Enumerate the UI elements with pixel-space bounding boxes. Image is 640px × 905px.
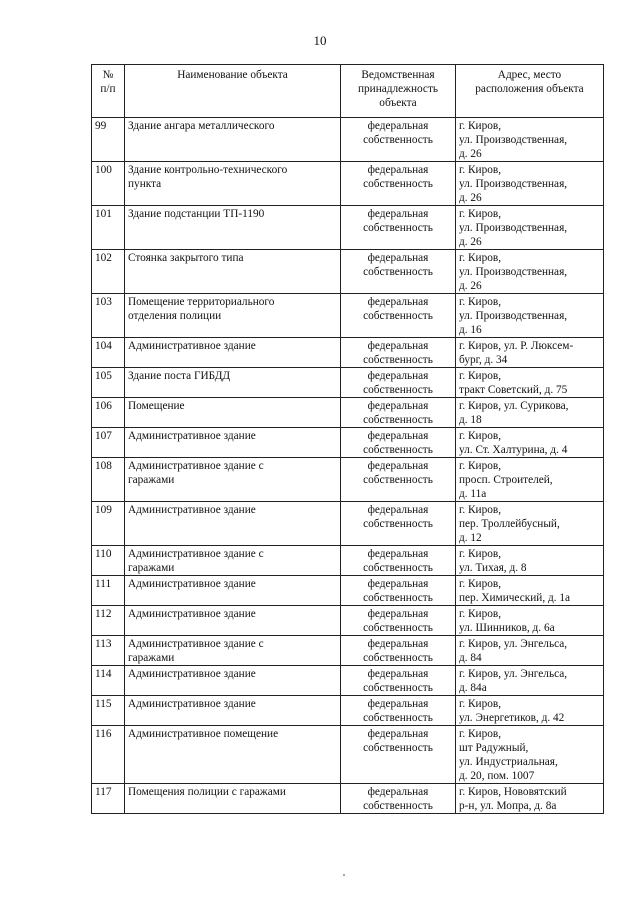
cell-num: 113: [92, 636, 125, 666]
table-row: [92, 546, 604, 576]
cell-num: 110: [92, 546, 125, 576]
cell-name: [125, 162, 341, 206]
header-address: [456, 65, 604, 118]
cell-num: 111: [92, 576, 125, 606]
cell-num: 115: [92, 696, 125, 726]
cell-owner-line: федеральная: [367, 340, 429, 352]
cell-owner-line: собственность: [363, 414, 433, 426]
cell-address: [456, 784, 604, 814]
cell-address-line: д. 84: [459, 652, 482, 664]
table-row: [92, 502, 604, 546]
cell-address: [456, 606, 604, 636]
cell-address-line: ул. Ст. Халтурина, д. 4: [459, 444, 568, 456]
cell-address: [456, 666, 604, 696]
table-row: [92, 368, 604, 398]
cell-owner-line: собственность: [363, 444, 433, 456]
cell-address: [456, 250, 604, 294]
cell-address-line: д. 26: [459, 192, 482, 204]
cell-owner-line: собственность: [363, 474, 433, 486]
cell-num: 112: [92, 606, 125, 636]
cell-address: [456, 368, 604, 398]
cell-num: 101: [92, 206, 125, 250]
table-row: [92, 206, 604, 250]
cell-owner-line: федеральная: [367, 120, 429, 132]
cell-owner-line: собственность: [363, 518, 433, 530]
cell-owner: [341, 162, 456, 206]
cell-name-line: Административное здание: [128, 698, 256, 710]
header-owner-line: объекта: [379, 97, 417, 109]
cell-owner: [341, 576, 456, 606]
cell-owner: [341, 546, 456, 576]
cell-address-line: ул. Энергетиков, д. 42: [459, 712, 565, 724]
scan-speck: [343, 874, 345, 876]
cell-num: 100: [92, 162, 125, 206]
cell-address-line: ул. Производственная,: [459, 134, 568, 146]
cell-name-line: Административное здание: [128, 668, 256, 680]
cell-num: 108: [92, 458, 125, 502]
cell-name-line: гаражами: [128, 474, 175, 486]
table-row: [92, 606, 604, 636]
cell-name-line: Здание контрольно-технического: [128, 164, 288, 176]
cell-owner: [341, 294, 456, 338]
cell-num: 104: [92, 338, 125, 368]
cell-name-line: Административное здание: [128, 608, 256, 620]
table-row: [92, 784, 604, 814]
cell-address-line: г. Киров,: [459, 504, 502, 516]
cell-name-line: гаражами: [128, 652, 175, 664]
cell-name: [125, 428, 341, 458]
cell-address: [456, 502, 604, 546]
cell-name-line: Помещение: [128, 400, 185, 412]
cell-address-line: д. 20, пом. 1007: [459, 770, 535, 782]
table-row: [92, 118, 604, 162]
cell-name-line: Помещения полиции с гаражами: [128, 786, 286, 798]
cell-address-line: г. Киров,: [459, 698, 502, 710]
cell-address-line: г. Киров, ул. Энгельса,: [459, 668, 568, 680]
cell-owner: [341, 250, 456, 294]
cell-owner: [341, 428, 456, 458]
cell-owner-line: федеральная: [367, 164, 429, 176]
cell-owner-line: федеральная: [367, 668, 429, 680]
cell-name: [125, 294, 341, 338]
cell-address-line: г. Киров,: [459, 548, 502, 560]
cell-address-line: пер. Химический, д. 1а: [459, 592, 571, 604]
cell-address-line: г. Киров, ул. Сурикова,: [459, 400, 569, 412]
cell-owner: [341, 636, 456, 666]
cell-owner-line: федеральная: [367, 252, 429, 264]
cell-owner-line: собственность: [363, 178, 433, 190]
cell-name-line: Административное здание: [128, 504, 256, 516]
table-row: [92, 576, 604, 606]
cell-name-line: Административное здание с: [128, 460, 264, 472]
cell-owner: [341, 118, 456, 162]
table-row: [92, 398, 604, 428]
table-row: [92, 636, 604, 666]
cell-address-line: ул. Индустриальная,: [459, 756, 558, 768]
cell-name: [125, 502, 341, 546]
cell-name: [125, 666, 341, 696]
cell-num: 99: [92, 118, 125, 162]
cell-address-line: просп. Строителей,: [459, 474, 553, 486]
header-owner-line: Ведомственная: [361, 69, 435, 81]
cell-address-line: г. Киров, ул. Энгельса,: [459, 638, 568, 650]
cell-name: [125, 636, 341, 666]
cell-owner-line: федеральная: [367, 460, 429, 472]
cell-address-line: г. Киров,: [459, 430, 502, 442]
cell-name-line: пункта: [128, 178, 162, 190]
cell-owner-line: собственность: [363, 742, 433, 754]
cell-name: [125, 118, 341, 162]
cell-address-line: г. Киров,: [459, 728, 502, 740]
cell-address-line: д. 18: [459, 414, 482, 426]
cell-name: [125, 398, 341, 428]
cell-address: [456, 398, 604, 428]
cell-address: [456, 696, 604, 726]
header-num-line: п/п: [100, 83, 116, 95]
cell-owner-line: собственность: [363, 354, 433, 366]
cell-owner-line: федеральная: [367, 504, 429, 516]
cell-address-line: шт Радужный,: [459, 742, 529, 754]
cell-address: [456, 636, 604, 666]
cell-owner-line: собственность: [363, 562, 433, 574]
cell-name: [125, 576, 341, 606]
cell-owner-line: федеральная: [367, 608, 429, 620]
cell-owner: [341, 368, 456, 398]
cell-address-line: г. Киров,: [459, 164, 502, 176]
cell-owner: [341, 338, 456, 368]
cell-address-line: д. 26: [459, 148, 482, 160]
cell-address-line: ул. Шинников, д. 6а: [459, 622, 555, 634]
cell-owner-line: собственность: [363, 266, 433, 278]
cell-owner-line: федеральная: [367, 296, 429, 308]
cell-num: 103: [92, 294, 125, 338]
cell-owner: [341, 666, 456, 696]
table-row: [92, 696, 604, 726]
cell-owner-line: федеральная: [367, 548, 429, 560]
cell-address-line: г. Киров,: [459, 296, 502, 308]
cell-owner-line: федеральная: [367, 786, 429, 798]
table-row: [92, 294, 604, 338]
table-row: [92, 428, 604, 458]
cell-address-line: г. Киров,: [459, 460, 502, 472]
cell-address: [456, 576, 604, 606]
table-row: [92, 162, 604, 206]
cell-name: [125, 606, 341, 636]
cell-owner-line: собственность: [363, 222, 433, 234]
cell-name-line: Помещение территориального: [128, 296, 275, 308]
table-row: [92, 458, 604, 502]
cell-owner-line: федеральная: [367, 578, 429, 590]
cell-num: 102: [92, 250, 125, 294]
table-header-row: [92, 65, 604, 118]
cell-owner: [341, 726, 456, 784]
cell-owner: [341, 606, 456, 636]
cell-name: [125, 458, 341, 502]
cell-name-line: Здание подстанции ТП-1190: [128, 208, 265, 220]
cell-name: [125, 784, 341, 814]
cell-address-line: д. 26: [459, 280, 482, 292]
cell-num: 116: [92, 726, 125, 784]
cell-num: 114: [92, 666, 125, 696]
cell-address-line: г. Киров, ул. Р. Люксем-: [459, 340, 574, 352]
cell-owner-line: федеральная: [367, 698, 429, 710]
cell-address-line: ул. Производственная,: [459, 266, 568, 278]
header-name: [125, 65, 341, 118]
cell-address-line: ул. Производственная,: [459, 310, 568, 322]
cell-name-line: Административное здание с: [128, 548, 264, 560]
cell-owner: [341, 696, 456, 726]
cell-name-line: Административное здание: [128, 430, 256, 442]
cell-owner-line: федеральная: [367, 400, 429, 412]
cell-name: [125, 368, 341, 398]
cell-name-line: Стоянка закрытого типа: [128, 252, 244, 264]
cell-owner-line: федеральная: [367, 728, 429, 740]
page-number: 10: [313, 33, 327, 48]
cell-name-line: Административное здание: [128, 340, 256, 352]
header-num-line: №: [102, 69, 114, 81]
cell-address-line: г. Киров,: [459, 370, 502, 382]
cell-name-line: Здание поста ГИБДД: [128, 370, 231, 382]
cell-address-line: г. Киров,: [459, 578, 502, 590]
cell-address-line: г. Киров,: [459, 208, 502, 220]
cell-address: [456, 206, 604, 250]
cell-name-line: Здание ангара металлического: [128, 120, 275, 132]
cell-address-line: ул. Тихая, д. 8: [459, 562, 527, 574]
cell-name-line: гаражами: [128, 562, 175, 574]
objects-table: [91, 64, 604, 814]
header-name-line: Наименование объекта: [177, 69, 288, 81]
cell-name-line: отделения полиции: [128, 310, 222, 322]
cell-address: [456, 458, 604, 502]
table-row: [92, 666, 604, 696]
cell-owner-line: собственность: [363, 652, 433, 664]
cell-address-line: тракт Советский, д. 75: [459, 384, 568, 396]
cell-owner-line: федеральная: [367, 638, 429, 650]
cell-name: [125, 338, 341, 368]
cell-num: 117: [92, 784, 125, 814]
cell-address-line: ул. Производственная,: [459, 178, 568, 190]
cell-owner-line: собственность: [363, 134, 433, 146]
table-row: [92, 250, 604, 294]
header-num: [92, 65, 125, 118]
cell-address: [456, 338, 604, 368]
cell-owner: [341, 784, 456, 814]
cell-num: 109: [92, 502, 125, 546]
cell-address: [456, 162, 604, 206]
cell-owner-line: собственность: [363, 622, 433, 634]
header-owner: [341, 65, 456, 118]
header-owner-line: принадлежность: [357, 83, 439, 95]
cell-address-line: д. 16: [459, 324, 482, 336]
cell-address-line: пер. Троллейбусный,: [459, 518, 560, 530]
cell-name: [125, 206, 341, 250]
table-body: [92, 118, 604, 814]
table-row: [92, 726, 604, 784]
cell-owner-line: собственность: [363, 712, 433, 724]
cell-address-line: ул. Производственная,: [459, 222, 568, 234]
cell-name: [125, 250, 341, 294]
cell-owner-line: федеральная: [367, 430, 429, 442]
cell-name: [125, 726, 341, 784]
cell-owner-line: федеральная: [367, 208, 429, 220]
cell-owner: [341, 398, 456, 428]
cell-address-line: д. 84а: [459, 682, 487, 694]
cell-address: [456, 118, 604, 162]
header-address-line: расположения объекта: [475, 83, 584, 95]
cell-owner-line: федеральная: [367, 370, 429, 382]
cell-address-line: г. Киров,: [459, 252, 502, 264]
cell-address-line: г. Киров,: [459, 608, 502, 620]
cell-address: [456, 726, 604, 784]
cell-address-line: г. Киров,: [459, 120, 502, 132]
cell-owner: [341, 458, 456, 502]
cell-owner-line: собственность: [363, 800, 433, 812]
cell-name-line: Административное здание с: [128, 638, 264, 650]
cell-owner: [341, 206, 456, 250]
cell-address-line: д. 26: [459, 236, 482, 248]
cell-num: 106: [92, 398, 125, 428]
cell-name-line: Административное здание: [128, 578, 256, 590]
cell-name-line: Административное помещение: [128, 728, 279, 740]
cell-address: [456, 428, 604, 458]
cell-name: [125, 696, 341, 726]
cell-address-line: д. 11а: [459, 488, 487, 500]
cell-num: 105: [92, 368, 125, 398]
header-address-line: Адрес, место: [497, 69, 562, 81]
cell-address-line: р-н, ул. Мопра, д. 8а: [459, 800, 557, 812]
cell-owner-line: собственность: [363, 384, 433, 396]
cell-owner-line: собственность: [363, 592, 433, 604]
cell-name: [125, 546, 341, 576]
cell-address-line: бург, д. 34: [459, 354, 508, 366]
cell-address-line: г. Киров, Нововятский: [459, 786, 567, 798]
cell-address: [456, 294, 604, 338]
cell-owner-line: собственность: [363, 310, 433, 322]
cell-owner: [341, 502, 456, 546]
cell-address-line: д. 12: [459, 532, 482, 544]
table-row: [92, 338, 604, 368]
cell-owner-line: собственность: [363, 682, 433, 694]
cell-num: 107: [92, 428, 125, 458]
cell-address: [456, 546, 604, 576]
